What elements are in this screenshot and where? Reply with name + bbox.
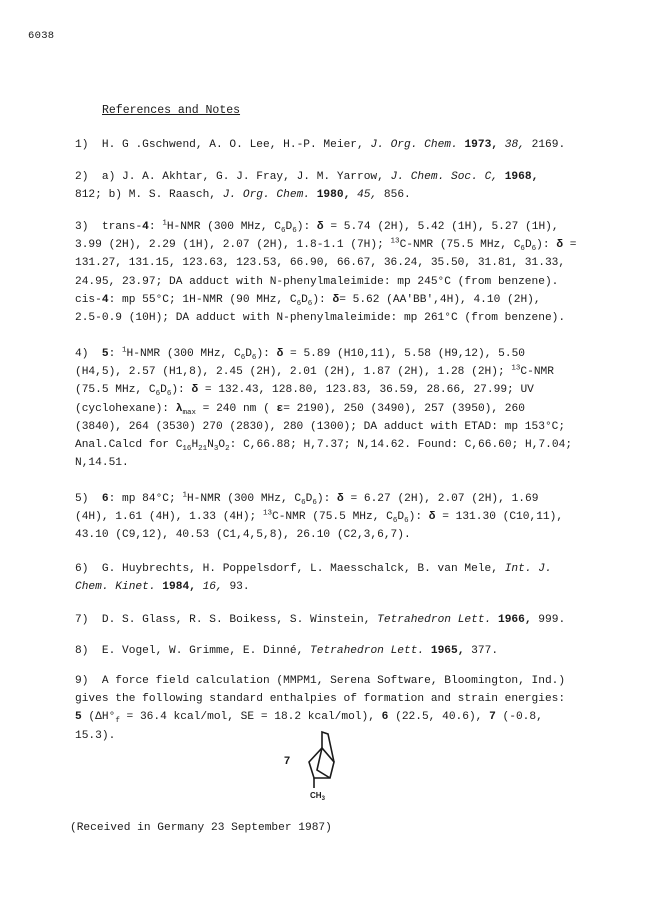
ref-number: 1) xyxy=(75,139,89,151)
ref-line xyxy=(75,642,640,660)
lambda-symbol: λ xyxy=(175,402,183,415)
ref-text: H xyxy=(191,439,199,452)
ref-journal: Tetrahedron Lett. xyxy=(310,645,425,657)
ref-line xyxy=(75,560,640,578)
ref-text: trans- xyxy=(101,221,143,233)
ref-line xyxy=(75,168,640,186)
superscript: 1 xyxy=(182,491,187,500)
received-note: (Received in Germany 23 September 1987) xyxy=(70,822,332,834)
ref-journal: J. Org. Chem. xyxy=(222,189,310,202)
ref-text: = xyxy=(563,239,577,252)
reference-1 xyxy=(75,136,640,154)
ref-authors: G. Huybrechts, H. Poppelsdorf, L. Maesschalck, B. van Mele, xyxy=(101,563,498,575)
ref-text: : C,66.88; H,7.37; N,14.62. Found: C,66.60; H,7.04; xyxy=(229,439,573,452)
ref-year: 1984, xyxy=(162,581,196,594)
ref-text: (-0.8, xyxy=(495,711,543,724)
ref-line xyxy=(75,400,640,418)
superscript: 13 xyxy=(390,237,400,246)
ref-text: = 240 nm ( xyxy=(195,402,277,415)
ref-line xyxy=(75,672,640,690)
ref-line: cis-4: mp 55°C; 1H-NMR (90 MHz, $C_6D_6$): δ= 5.62 (AA'BB',4H), 4.10 (2H), xyxy=(75,293,541,309)
subscript: 6 xyxy=(312,499,317,508)
ref-authors: a) J. A. Akhtar, G. J. Fray, J. M. Yarrow, xyxy=(101,171,384,183)
ref-text: ): xyxy=(312,293,333,306)
ref-line: 2.5-0.9 (10H); DA adduct with N-phenylmaleimide: mp 261°C (from benzene). xyxy=(75,312,566,325)
ref-text: O xyxy=(218,439,226,452)
structure-7-drawing xyxy=(282,722,362,802)
ref-year: 1966, xyxy=(498,614,532,626)
ref-journal: Int. J. xyxy=(504,563,552,575)
ref-line: gives the following standard enthalpies of formation and strain energies: xyxy=(75,693,566,706)
subscript: 6 xyxy=(301,499,306,508)
reference-6 xyxy=(75,560,640,596)
ref-authors: D. S. Glass, R. S. Boikess, S. Winstein, xyxy=(101,614,371,626)
compound-number: 7 xyxy=(489,711,496,724)
ref-text: : mp 55°C; 1H-NMR (90 MHz, C xyxy=(108,293,297,306)
ref-page: 93. xyxy=(229,581,250,594)
ref-journal: Tetrahedron Lett. xyxy=(377,614,492,626)
ref-text: = 6.27 (2H), 2.07 (2H), 1.69 xyxy=(343,493,539,505)
ref-text: A force field calculation (MMPM1, Serena Software, Bloomington, Ind.) xyxy=(101,675,566,687)
ref-line: 5) 6: mp 84°C; $^1$H-NMR (300 MHz, $C_6D_6$): δ = 6.27 (2H), 2.07 (2H), 1.69 xyxy=(75,491,539,508)
ref-year: 1980, xyxy=(316,189,351,202)
section-heading: References and Notes xyxy=(102,104,241,117)
bridge-bond xyxy=(322,732,334,762)
ref-number: 7) xyxy=(75,614,89,626)
ref-line: (75.5 MHz, $C_6D_6$): δ = 132.43, 128.80, 123.83, 36.59, 28.66, 27.99; UV xyxy=(75,384,534,399)
subscript: 6 xyxy=(280,227,286,236)
ref-text: C-NMR (75.5 MHz, C xyxy=(399,239,521,252)
ref-text: = 5.89 (H10,11), 5.58 (H9,12), 5.50 xyxy=(283,348,526,360)
subscript: 6 xyxy=(404,517,409,526)
ref-authors: H. G .Gschwend, A. O. Lee, H.-P. Meier, xyxy=(101,139,364,151)
ref-text: : mp 84°C; xyxy=(108,493,183,505)
methyl-subscript: 3 xyxy=(321,796,325,802)
ref-text: = 2190), 250 (3490), 257 (3950), 260 xyxy=(283,402,525,415)
ref-text: = 5.74 (2H), 5.42 (1H), 5.27 (1H), xyxy=(323,221,559,233)
ref-text: = 132.43, 128.80, 123.83, 36.59, 28.66, 27.99; UV xyxy=(198,384,534,397)
ref-page: 377. xyxy=(471,645,499,657)
delta-symbol: δ xyxy=(332,293,340,306)
ref-page: 999. xyxy=(538,614,566,626)
delta-symbol: δ xyxy=(428,511,436,524)
subscript: 6 xyxy=(251,354,257,363)
delta-symbol: δ xyxy=(191,384,199,397)
ref-text: ( xyxy=(81,711,96,724)
compound-number: 6 xyxy=(101,493,109,505)
inner-bond xyxy=(317,748,330,778)
superscript: 13 xyxy=(262,509,272,518)
ref-text: H-NMR (300 MHz, C xyxy=(186,493,302,505)
ref-number: 5) xyxy=(75,493,89,505)
subscript: 6 xyxy=(240,354,246,363)
ref-line xyxy=(75,436,640,454)
ref-line: (3840), 264 (3530) 270 (2830), 280 (1300); DA adduct with ETAD: mp 153°C; xyxy=(75,420,566,433)
delta-symbol: δ xyxy=(316,221,324,233)
subscript: max xyxy=(182,408,196,417)
ref-text: (H4,5), 2.57 (H1,8), 2.45 (2H), 2.01 (2H), 1.87 (2H), 1.28 (2H); xyxy=(75,366,512,379)
ref-line: 24.95, 23.97; DA adduct with N-phenylmaleimide: mp 245°C (from benzene). xyxy=(75,275,559,288)
compound-number: 4 xyxy=(142,221,149,233)
subscript: 6 xyxy=(292,227,297,236)
ref-text: (22.5, 40.6), xyxy=(388,711,490,724)
structure-label: 7 xyxy=(284,755,291,767)
ref-text: ): xyxy=(171,384,192,397)
ref-text: ): xyxy=(256,348,277,360)
ref-journal: J. Org. Chem. xyxy=(370,139,458,151)
ref-text: ): xyxy=(316,493,338,505)
ref-text: C-NMR xyxy=(520,366,554,379)
ref-line xyxy=(75,578,640,596)
ref-text: (4H), 1.61 (4H), 1.33 (4H); xyxy=(75,511,263,524)
ref-line xyxy=(75,186,640,204)
ref-text: 3.99 (2H), 2.29 (1H), 2.07 (2H), 1.8-1.1 (7H); xyxy=(75,239,391,252)
ref-text: N xyxy=(207,439,214,452)
ref-line xyxy=(75,363,640,381)
ref-text: = 36.4 kcal/mol, SE = 18.2 kcal/mol), xyxy=(119,711,382,724)
ref-text: (cyclohexane): xyxy=(75,402,176,415)
ref-number: 4) xyxy=(75,348,89,360)
ref-volume: 38, xyxy=(504,139,525,151)
delta-symbol: δ xyxy=(337,493,344,505)
ref-text: : xyxy=(108,348,123,360)
subscript: 6 xyxy=(531,245,537,254)
subscript: 16 xyxy=(182,445,192,454)
ref-text: = 5.62 (AA'BB',4H), 4.10 (2H), xyxy=(339,293,541,306)
subscript: 6 xyxy=(520,245,525,254)
subscript: f xyxy=(115,717,120,726)
ref-authors: E. Vogel, W. Grimme, E. Dinné, xyxy=(101,645,304,657)
subscript: 6 xyxy=(296,300,302,309)
reference-4 xyxy=(75,345,640,472)
subscript: 6 xyxy=(155,390,161,399)
compound-number: 6 xyxy=(381,711,389,724)
ref-line: 4) 5: $^1$H-NMR (300 MHz, $C_6D_6$): δ = 5.89 (H10,11), 5.58 (H9,12), 5.50 xyxy=(75,346,526,363)
compound-number: 5 xyxy=(75,711,82,724)
ref-text: (75.5 MHz, C xyxy=(75,384,156,397)
ref-page: 2169. xyxy=(531,139,566,151)
delta-symbol: δ xyxy=(276,348,284,360)
ref-line xyxy=(75,136,640,154)
ref-line: 15.3). xyxy=(75,729,116,742)
subscript: 3 xyxy=(213,445,219,454)
ref-text: ): xyxy=(408,511,429,524)
superscript: 1 xyxy=(162,219,167,228)
reference-5 xyxy=(75,490,640,545)
ref-volume: 45, xyxy=(357,189,378,202)
ref-authors: b) M. S. Raasch, xyxy=(108,189,216,202)
page-number: 6038 xyxy=(28,30,55,42)
ref-text: ): xyxy=(296,221,317,233)
ref-line: (4H), 1.61 (4H), 1.33 (4H); $^{13}$C-NMR (75.5 MHz, $C_6D_6$): δ = 131.30 (C10,11), xyxy=(75,509,564,526)
ref-year: 1968, xyxy=(504,171,539,183)
ref-number: 3) xyxy=(75,221,89,233)
ref-line: N,14.51. xyxy=(75,457,129,470)
ref-text: cis- xyxy=(75,293,102,306)
ref-line xyxy=(75,611,640,629)
ref-number: 9) xyxy=(75,675,89,687)
reference-2 xyxy=(75,168,640,204)
ref-text: = 131.30 (C10,11), xyxy=(435,511,564,524)
ref-text: H-NMR (300 MHz, C xyxy=(166,221,281,233)
reference-7 xyxy=(75,611,640,629)
compound-number: 4 xyxy=(101,293,109,306)
ref-year: 1973, xyxy=(464,139,499,151)
ref-text: Anal.Calcd for C xyxy=(75,439,183,452)
ref-text: ): xyxy=(536,239,557,252)
ref-text: H-NMR (300 MHz, C xyxy=(126,348,241,360)
reference-3 xyxy=(75,218,640,327)
ref-page: 856. xyxy=(383,189,411,202)
subscript: 6 xyxy=(166,390,172,399)
ref-number: 8) xyxy=(75,645,89,657)
methyl-text: CH xyxy=(310,791,322,800)
subscript: 6 xyxy=(392,517,398,526)
ref-journal: J. Chem. Soc. C, xyxy=(390,171,498,183)
ref-line: 43.10 (C9,12), 40.53 (C1,4,5,8), 26.10 (C2,3,6,7). xyxy=(75,529,411,542)
ref-text: : xyxy=(148,221,163,233)
superscript: 13 xyxy=(511,364,521,373)
ref-text: ΔH° xyxy=(95,711,116,724)
bicyclic-skeleton xyxy=(309,732,334,788)
ref-journal: Chem. Kinet. xyxy=(75,581,156,594)
delta-symbol: δ xyxy=(556,239,564,252)
epsilon-symbol: ε xyxy=(276,402,284,415)
subscript: 6 xyxy=(307,300,313,309)
superscript: 1 xyxy=(122,346,127,355)
subscript: 21 xyxy=(198,445,208,454)
ref-line: 3) trans-4: $^1$H-NMR (300 MHz, $C_6D_6$): δ = 5.74 (2H), 5.42 (1H), 5.27 (1H), xyxy=(75,219,559,236)
ref-volume: 16, xyxy=(202,581,223,594)
ref-number: 2) xyxy=(75,171,89,183)
ref-text: C-NMR (75.5 MHz, C xyxy=(272,511,393,524)
compound-number: 5 xyxy=(101,348,109,360)
ref-page: 812; xyxy=(75,189,102,202)
subscript: 2 xyxy=(225,445,230,454)
ref-line: 131.27, 131.15, 123.63, 123.53, 66.90, 66.67, 36.24, 35.50, 31.81, 31.33, xyxy=(75,257,566,270)
ref-line: 3.99 (2H), 2.29 (1H), 2.07 (2H), 1.8-1.1 (7H); $^{13}$C-NMR (75.5 MHz, $C_6D_6$): δ = xyxy=(75,237,577,254)
reference-8 xyxy=(75,642,640,660)
ref-number: 6) xyxy=(75,563,89,575)
ref-year: 1965, xyxy=(430,645,465,657)
methyl-label xyxy=(310,791,326,802)
